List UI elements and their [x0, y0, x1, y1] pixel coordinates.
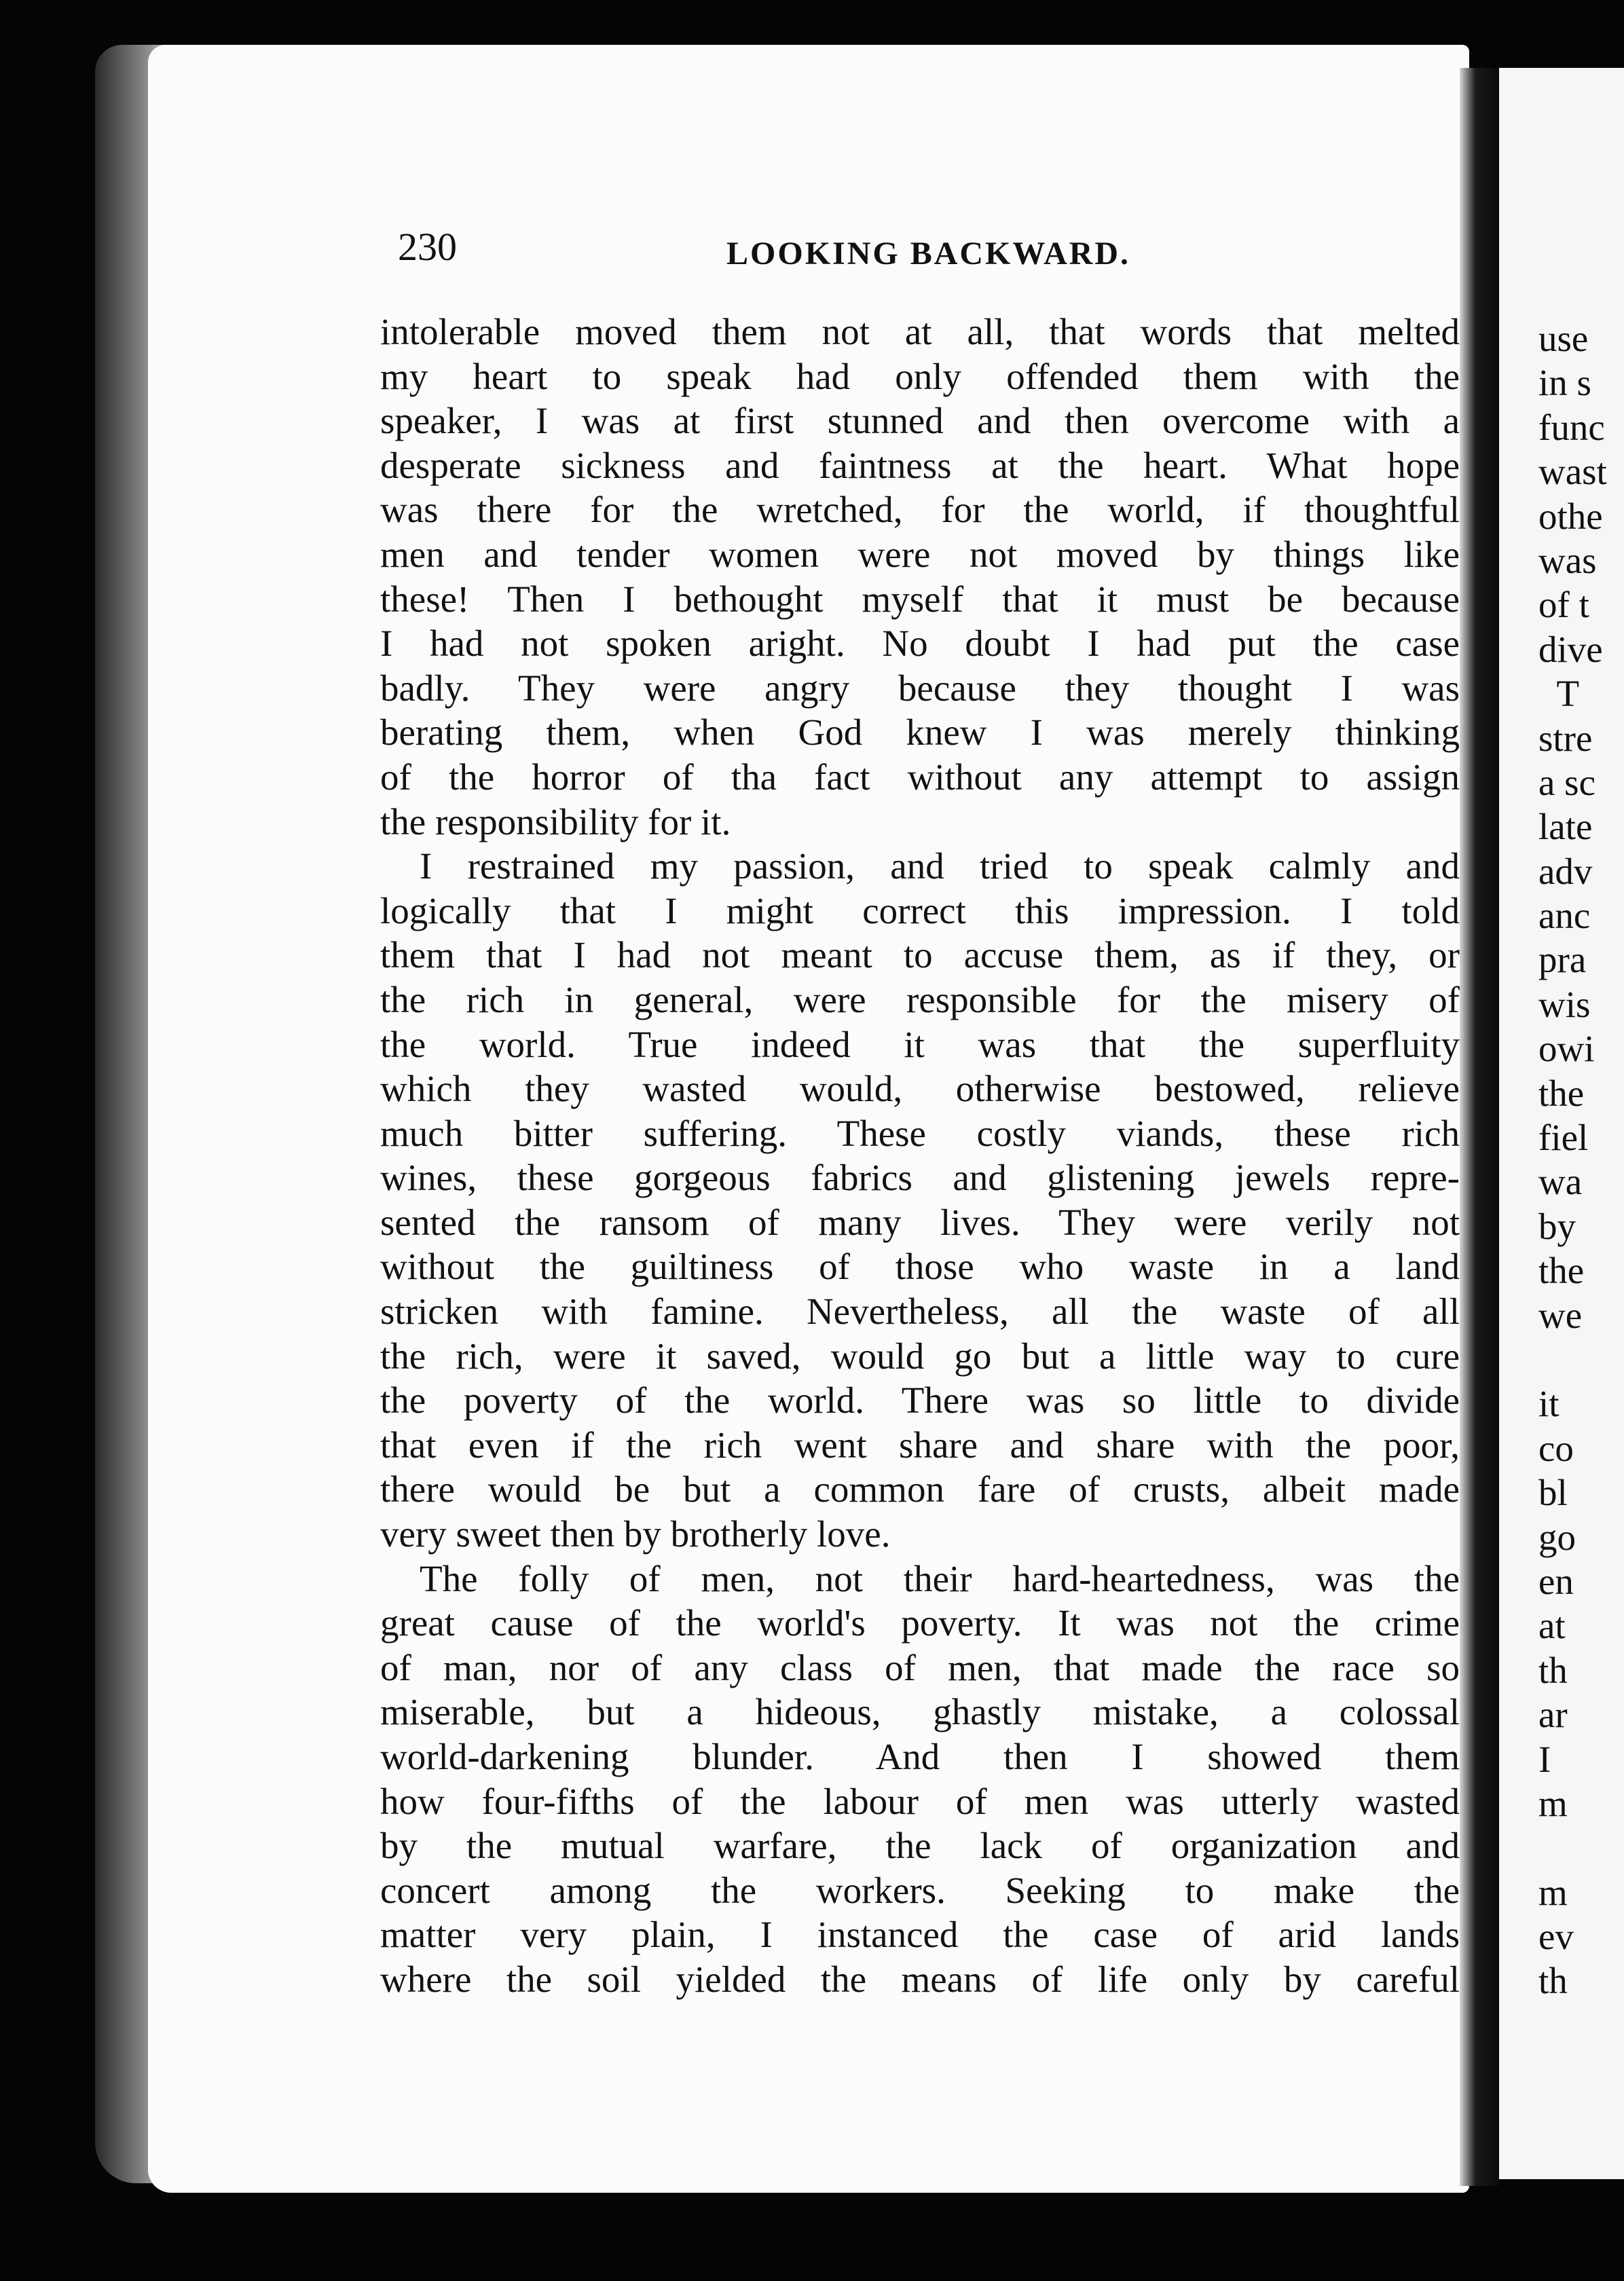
- next-page-fragment: dive: [1538, 628, 1603, 670]
- text-line: intolerable moved them not at all, that words that melted: [380, 311, 1460, 352]
- text-line: very sweet then by brotherly love.: [380, 1513, 891, 1555]
- text-line: concert among the workers. Seeking to make the: [380, 1869, 1460, 1911]
- next-page-fragment: adv: [1538, 850, 1593, 892]
- next-page-fragment: go: [1538, 1516, 1576, 1558]
- text-line: the rich, were it saved, would go but a little way to cure: [380, 1335, 1460, 1377]
- next-page-fragment: we: [1538, 1294, 1583, 1336]
- text-line: great cause of the world's poverty. It was not the crime: [380, 1602, 1460, 1644]
- running-title: LOOKING BACKWARD.: [726, 236, 1131, 272]
- text-line: without the guiltiness of those who waste in a land: [380, 1246, 1460, 1288]
- text-line: The folly of men, not their hard-heartedness, was the: [420, 1557, 1460, 1599]
- next-page-fragment: m: [1538, 1782, 1568, 1824]
- next-page-fragment: late: [1538, 806, 1593, 848]
- next-page-fragment: I: [1538, 1738, 1551, 1780]
- next-page-fragment: th: [1538, 1960, 1568, 2002]
- next-page-fragment: func: [1538, 406, 1605, 448]
- next-page-fragment: the: [1538, 1072, 1585, 1114]
- next-page-fragment: en: [1538, 1560, 1574, 1602]
- text-line: how four-fifths of the labour of men was utterly wasted: [380, 1780, 1460, 1822]
- next-page-fragment: [1538, 1337, 1624, 1381]
- text-line: them that I had not meant to accuse them, as if they, or: [380, 934, 1460, 976]
- next-page-fragment: stre: [1538, 717, 1593, 759]
- book-gutter: [1460, 68, 1499, 2186]
- text-line: matter very plain, I instanced the case of arid lands: [380, 1914, 1460, 1956]
- next-page-fragment: bl: [1538, 1472, 1568, 1514]
- next-page-edge: [1499, 68, 1624, 2179]
- text-line: the world. True indeed it was that the superfluity: [380, 1023, 1460, 1065]
- next-page-fragment: the: [1538, 1250, 1585, 1292]
- next-page-text-fragments: [1538, 316, 1624, 2003]
- text-line: badly. They were angry because they thought I was: [380, 667, 1460, 709]
- next-page-fragment: m: [1538, 1871, 1568, 1913]
- next-page-fragment: ev: [1538, 1916, 1574, 1958]
- next-page-fragment: T: [1538, 673, 1580, 715]
- text-line: sented the ransom of many lives. They were verily not: [380, 1201, 1460, 1243]
- text-line: the responsibility for it.: [380, 800, 731, 842]
- next-page-fragment: a sc: [1538, 761, 1595, 803]
- text-line: the poverty of the world. There was so little to divide: [380, 1379, 1460, 1422]
- next-page-fragment: of t: [1538, 584, 1589, 626]
- text-line: which they wasted would, otherwise bestowed, relieve: [380, 1068, 1460, 1110]
- next-page-fragment: ar: [1538, 1694, 1568, 1736]
- text-line: there would be but a common fare of crusts, albeit made: [380, 1468, 1460, 1510]
- text-line: the rich in general, were responsible for the misery of: [380, 978, 1460, 1020]
- page-number: 230: [398, 225, 457, 269]
- next-page-fragment: fiel: [1538, 1117, 1589, 1159]
- next-page-fragment: th: [1538, 1649, 1568, 1691]
- text-line: I had not spoken aright. No doubt I had put the case: [380, 623, 1460, 665]
- text-line: stricken with famine. Nevertheless, all the waste of all: [380, 1291, 1460, 1333]
- next-page-fragment: use: [1538, 318, 1589, 359]
- next-page-fragment: at: [1538, 1605, 1566, 1647]
- text-line: was there for the wretched, for the world, if thoughtful: [380, 489, 1460, 531]
- text-line: where the soil yielded the means of life only by careful: [380, 1958, 1460, 2000]
- text-line: of the horror of tha fact without any attempt to assign: [380, 756, 1460, 798]
- text-line: I restrained my passion, and tried to speak calmly and: [420, 845, 1460, 887]
- next-page-fragment: was: [1538, 539, 1597, 581]
- text-line: wines, these gorgeous fabrics and glistening jewels repre-: [380, 1157, 1460, 1199]
- next-page-fragment: wa: [1538, 1161, 1583, 1203]
- page-body-text: [380, 310, 1460, 2002]
- text-line: that even if the rich went share and share with the poor,: [380, 1424, 1460, 1466]
- text-line: miserable, but a hideous, ghastly mistake, a colossal: [380, 1691, 1460, 1733]
- next-page-fragment: it: [1538, 1383, 1560, 1425]
- text-line: berating them, when God knew I was merely thinking: [380, 711, 1460, 754]
- next-page-fragment: wis: [1538, 983, 1591, 1025]
- text-line: my heart to speak had only offended them with the: [380, 355, 1460, 397]
- next-page-fragment: pra: [1538, 939, 1587, 981]
- next-page-fragment: by: [1538, 1205, 1576, 1247]
- next-page-fragment: owi: [1538, 1028, 1595, 1070]
- text-line: desperate sickness and faintness at the heart. What hope: [380, 444, 1460, 486]
- next-page-fragment: anc: [1538, 895, 1591, 937]
- text-line: much bitter suffering. These costly viands, these rich: [380, 1112, 1460, 1154]
- text-line: logically that I might correct this impression. I told: [380, 889, 1460, 931]
- text-line: world-darkening blunder. And then I showed them: [380, 1736, 1460, 1777]
- text-line: of man, nor of any class of men, that made the race so: [380, 1646, 1460, 1688]
- next-page-fragment: in s: [1538, 362, 1591, 404]
- text-line: men and tender women were not moved by things like: [380, 533, 1460, 575]
- next-page-fragment: wast: [1538, 451, 1607, 493]
- next-page-fragment: co: [1538, 1427, 1574, 1469]
- text-line: by the mutual warfare, the lack of organization and: [380, 1825, 1460, 1867]
- next-page-fragment: [1538, 1825, 1624, 1870]
- text-line: these! Then I bethought myself that it must be because: [380, 578, 1460, 620]
- text-line: speaker, I was at first stunned and then overcome with a: [380, 400, 1460, 442]
- next-page-fragment: othe: [1538, 495, 1603, 537]
